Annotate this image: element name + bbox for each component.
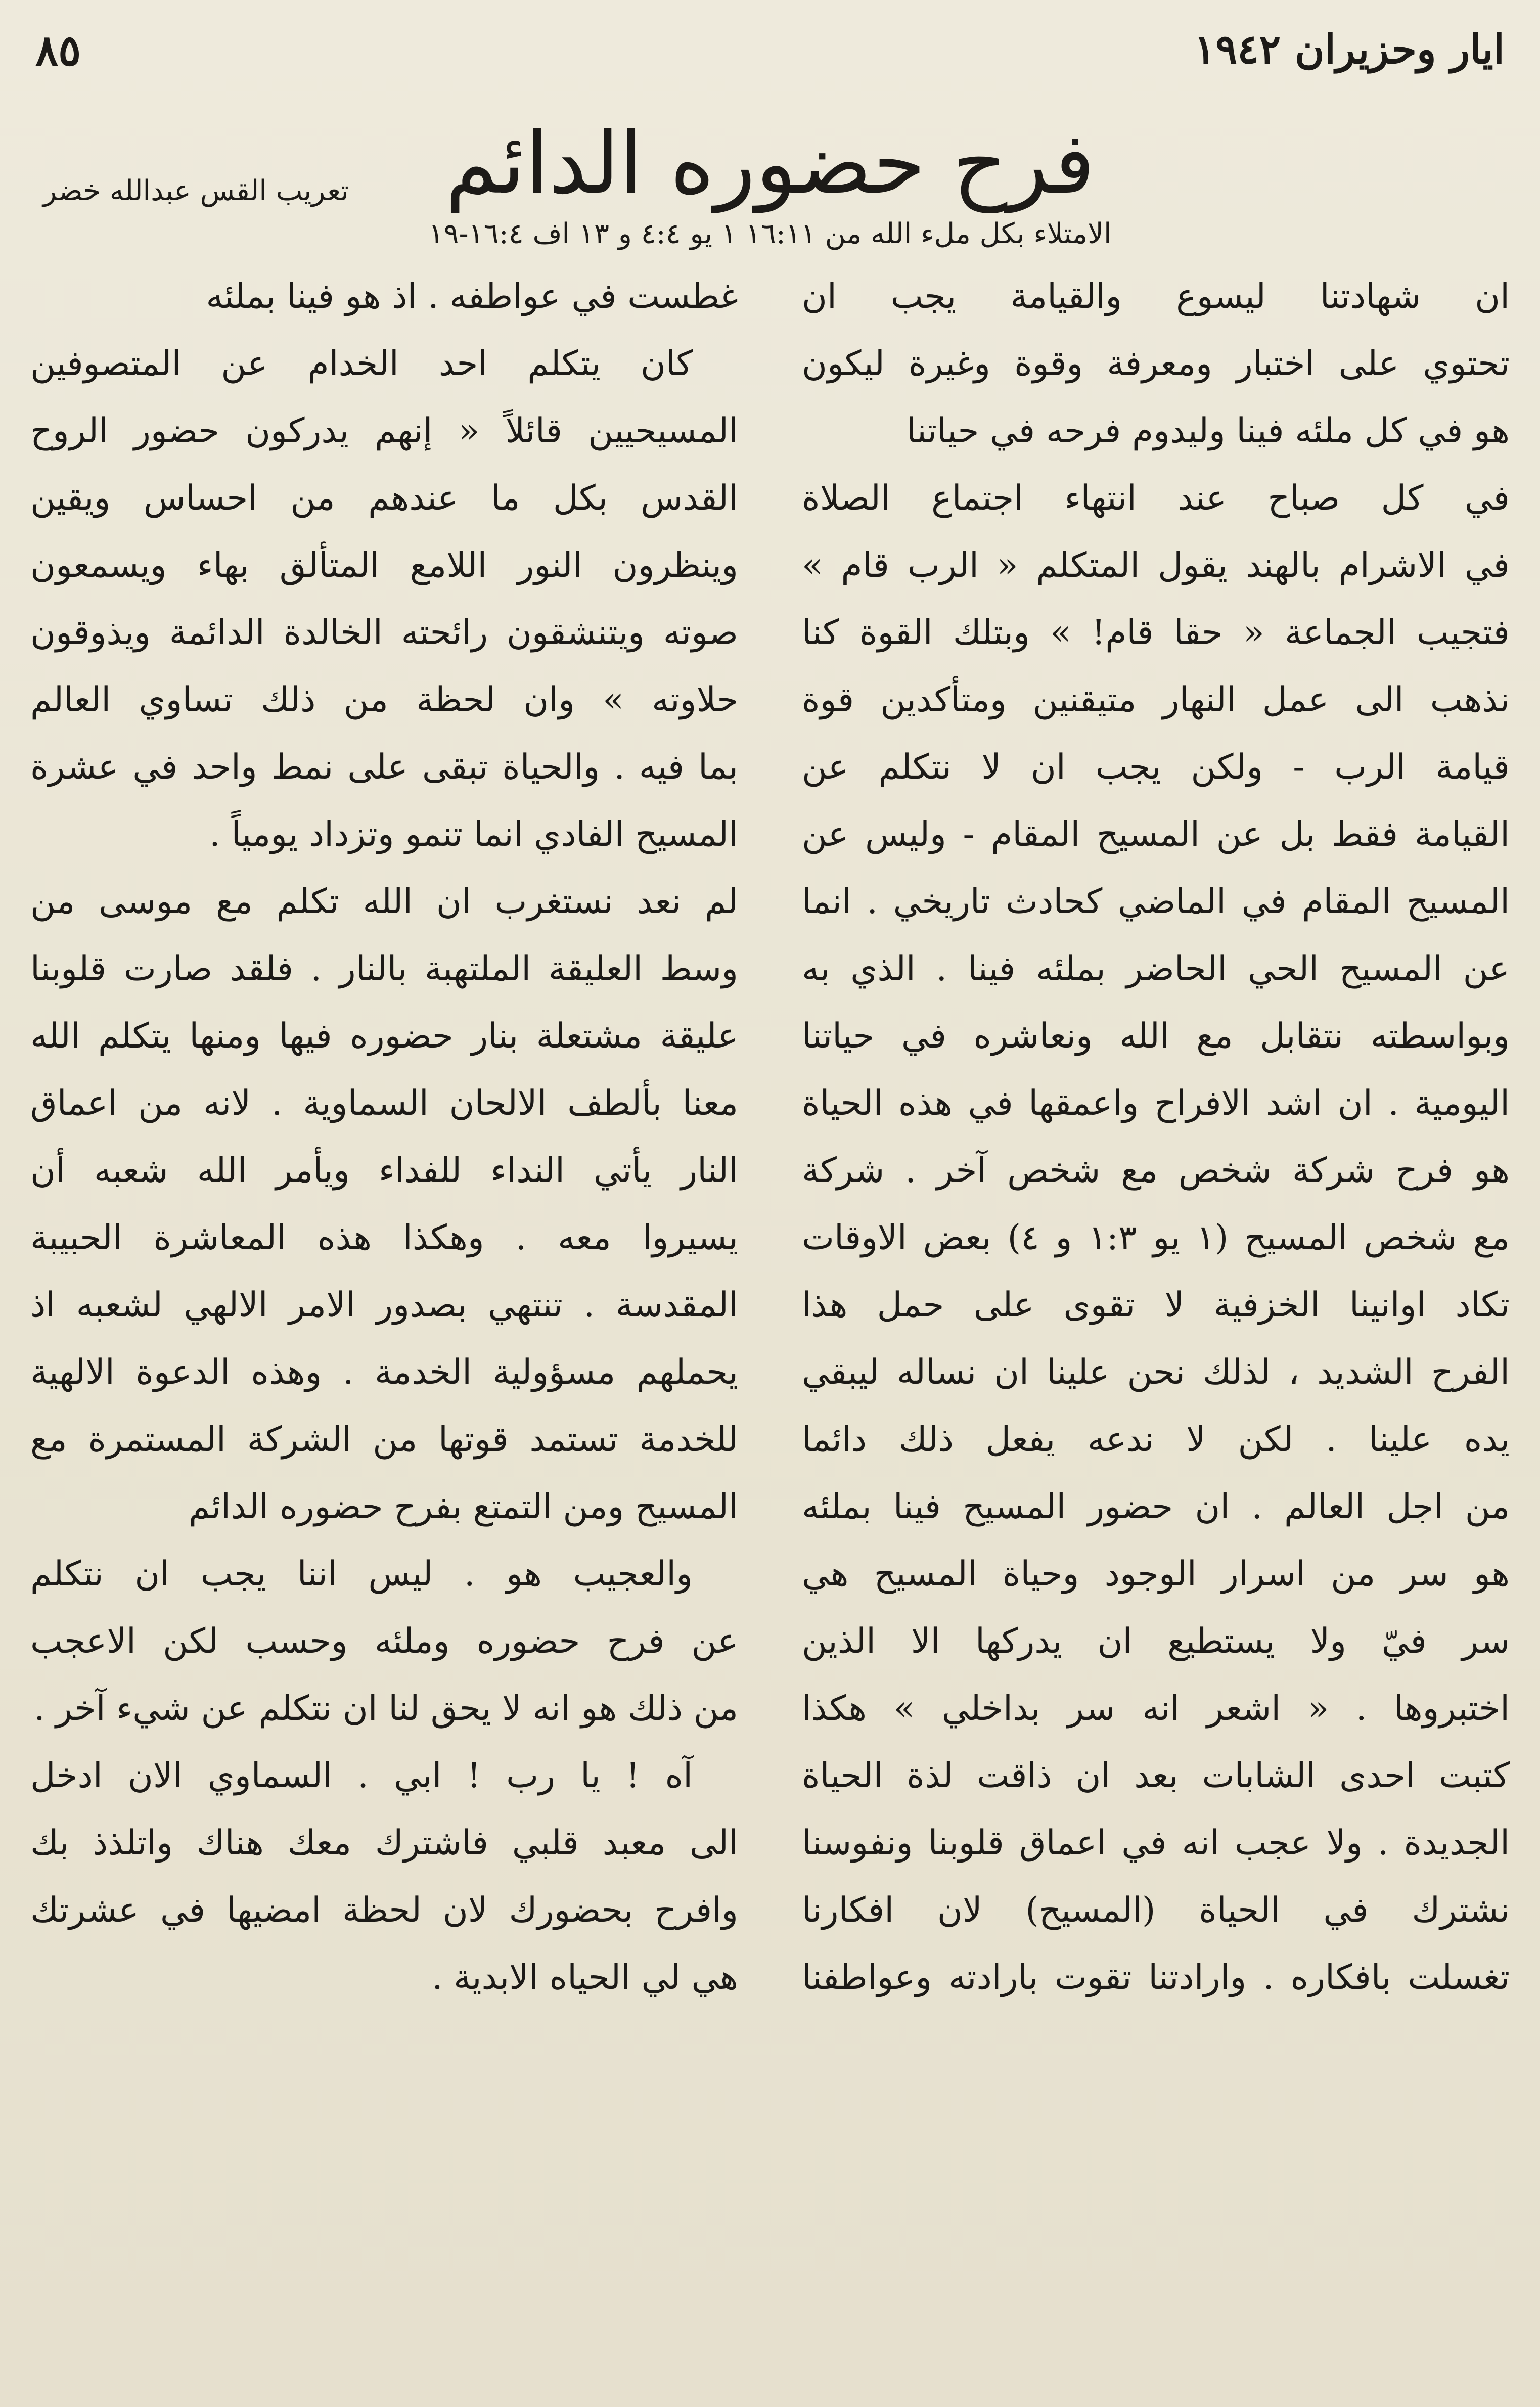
- running-head: ايار وحزيران ١٩٤٢: [1194, 25, 1505, 73]
- right-column-line: يده علينا . لكن لا ندعه يفعل ذلك دائما: [802, 1420, 1510, 1460]
- right-column-line: هو فرح شركة شخص مع شخص آخر . شركة: [802, 1151, 1510, 1191]
- right-column-line: في الاشرام بالهند يقول المتكلم « الرب قام »: [802, 546, 1510, 585]
- right-column-line: تغسلت بافكاره . وارادتنا تقوت بارادته وعواطفنا: [802, 1958, 1510, 1997]
- left-column-line: من ذلك هو انه لا يحق لنا ان نتكلم عن شيء آخر .: [33, 1689, 738, 1729]
- left-column-line: يحملهم مسؤولية الخدمة . وهذه الدعوة الالهية: [30, 1352, 738, 1392]
- left-column-line: بما فيه . والحياة تبقى على نمط واحد في عشرة: [30, 747, 738, 787]
- right-column-line: هو سر من اسرار الوجود وحياة المسيح هي: [802, 1554, 1510, 1594]
- right-column-line: الجديدة . ولا عجب انه في اعماق قلوبنا ونفوسنا: [802, 1823, 1510, 1863]
- right-column-line: كتبت احدى الشابات بعد ان ذاقت لذة الحياة: [802, 1756, 1510, 1796]
- right-column-line: الفرح الشديد ، لذلك نحن علينا ان نساله ليبقي: [802, 1352, 1510, 1392]
- right-column-line: وبواسطته نتقابل مع الله ونعاشره في حياتنا: [802, 1016, 1510, 1056]
- left-column-line: لم نعد نستغرب ان الله تكلم مع موسى من: [30, 882, 738, 922]
- left-column-line: النار يأتي النداء للفداء ويأمر الله شعبه أن: [30, 1151, 738, 1191]
- right-column: [802, 263, 1510, 2011]
- right-column-line: من اجل العالم . ان حضور المسيح فينا بملئه: [802, 1487, 1510, 1527]
- left-column-line: كان يتكلم احد الخدام عن المتصوفين: [30, 344, 693, 384]
- left-column-line: غطست في عواطفه . اذ هو فينا بملئه: [206, 277, 738, 316]
- right-column-line: ان شهادتنا ليسوع والقيامة يجب ان: [802, 277, 1510, 316]
- left-column-line: والعجيب هو . ليس اننا يجب ان نتكلم: [30, 1554, 693, 1594]
- right-column-line: قيامة الرب - ولكن يجب ان لا نتكلم عن: [802, 747, 1510, 787]
- left-column-line: المسيحيين قائلاً « إنهم يدركون حضور الروح: [30, 411, 738, 451]
- page-number: ٨٥: [35, 25, 81, 75]
- right-column-line: هو في كل ملئه فينا وليدوم فرحه في حياتنا: [907, 411, 1510, 451]
- right-column-line: المسيح المقام في الماضي كحادث تاريخي . انما: [802, 882, 1510, 922]
- left-column-line: هي لي الحياه الابدية .: [431, 1958, 738, 1997]
- left-column-line: المسيح الفادي انما تنمو وتزداد يومياً .: [209, 814, 738, 854]
- left-column-line: حلاوته » وان لحظة من ذلك تساوي العالم: [30, 680, 738, 720]
- left-column-line: يسيروا معه . وهكذا هذه المعاشرة الحبيبة: [30, 1218, 738, 1258]
- left-column-line: وينظرون النور اللامع المتألق بهاء ويسمعون: [30, 546, 738, 585]
- article-title: فرح حضوره الدائم: [445, 114, 1095, 213]
- right-column-line: سر فيّ ولا يستطيع ان يدركها الا الذين: [802, 1621, 1510, 1661]
- right-column-line: القيامة فقط بل عن المسيح المقام - وليس عن: [802, 814, 1510, 854]
- right-column-line: عن المسيح الحي الحاضر بملئه فينا . الذي به: [802, 949, 1510, 989]
- left-column-line: القدس بكل ما عندهم من احساس ويقين: [30, 478, 738, 518]
- left-column-line: المقدسة . تنتهي بصدور الامر الالهي لشعبه اذ: [30, 1285, 738, 1325]
- left-column-line: الى معبد قلبي فاشترك معك هناك واتلذذ بك: [30, 1823, 738, 1863]
- right-column-line: اختبروها . « اشعر انه سر بداخلي » هكذا: [802, 1689, 1510, 1729]
- left-column-line: عليقة مشتعلة بنار حضوره فيها ومنها يتكلم الله: [30, 1016, 738, 1056]
- left-column-line: وسط العليقة الملتهبة بالنار . فلقد صارت قلوبنا: [30, 949, 738, 989]
- left-column-line: المسيح ومن التمتع بفرح حضوره الدائم: [189, 1487, 738, 1527]
- right-column-line: اليومية . ان اشد الافراح واعمقها في هذه الحياة: [802, 1083, 1510, 1123]
- right-column-line: فتجيب الجماعة « حقا قام! » وبتلك القوة كنا: [802, 613, 1510, 653]
- right-column-line: تكاد اوانينا الخزفية لا تقوى على حمل هذا: [802, 1285, 1510, 1325]
- left-column-line: معنا بألطف الالحان السماوية . لانه من اعماق: [30, 1083, 738, 1123]
- scripture-reference: الامتلاء بكل ملء الله من ١٦:١١ ١ يو ٤:٤ و ١٣ اف ١٦:٤-١٩: [428, 217, 1112, 250]
- left-column-line: آه ! يا رب ! ابي . السماوي الان ادخل: [30, 1756, 693, 1796]
- left-column-line: للخدمة تستمد قوتها من الشركة المستمرة مع: [30, 1420, 738, 1460]
- left-column: [30, 263, 738, 2011]
- right-column-line: نشترك في الحياة (المسيح) لان افكارنا: [802, 1890, 1510, 1930]
- right-column-line: مع شخص المسيح (١ يو ١:٣ و ٤) بعض الاوقات: [802, 1218, 1510, 1258]
- right-column-line: نذهب الى عمل النهار متيقنين ومتأكدين قوة: [802, 680, 1510, 720]
- left-column-line: صوته ويتنشقون رائحته الخالدة الدائمة ويذوقون: [30, 613, 738, 653]
- right-column-line: تحتوي على اختبار ومعرفة وقوة وغيرة ليكون: [802, 344, 1510, 384]
- translator-credit: تعريب القس عبدالله خضر: [43, 174, 349, 207]
- right-column-line: في كل صباح عند انتهاء اجتماع الصلاة: [802, 478, 1510, 518]
- left-column-line: وافرح بحضورك لان لحظة امضيها في عشرتك: [30, 1890, 738, 1930]
- left-column-line: عن فرح حضوره وملئه وحسب لكن الاعجب: [30, 1621, 738, 1661]
